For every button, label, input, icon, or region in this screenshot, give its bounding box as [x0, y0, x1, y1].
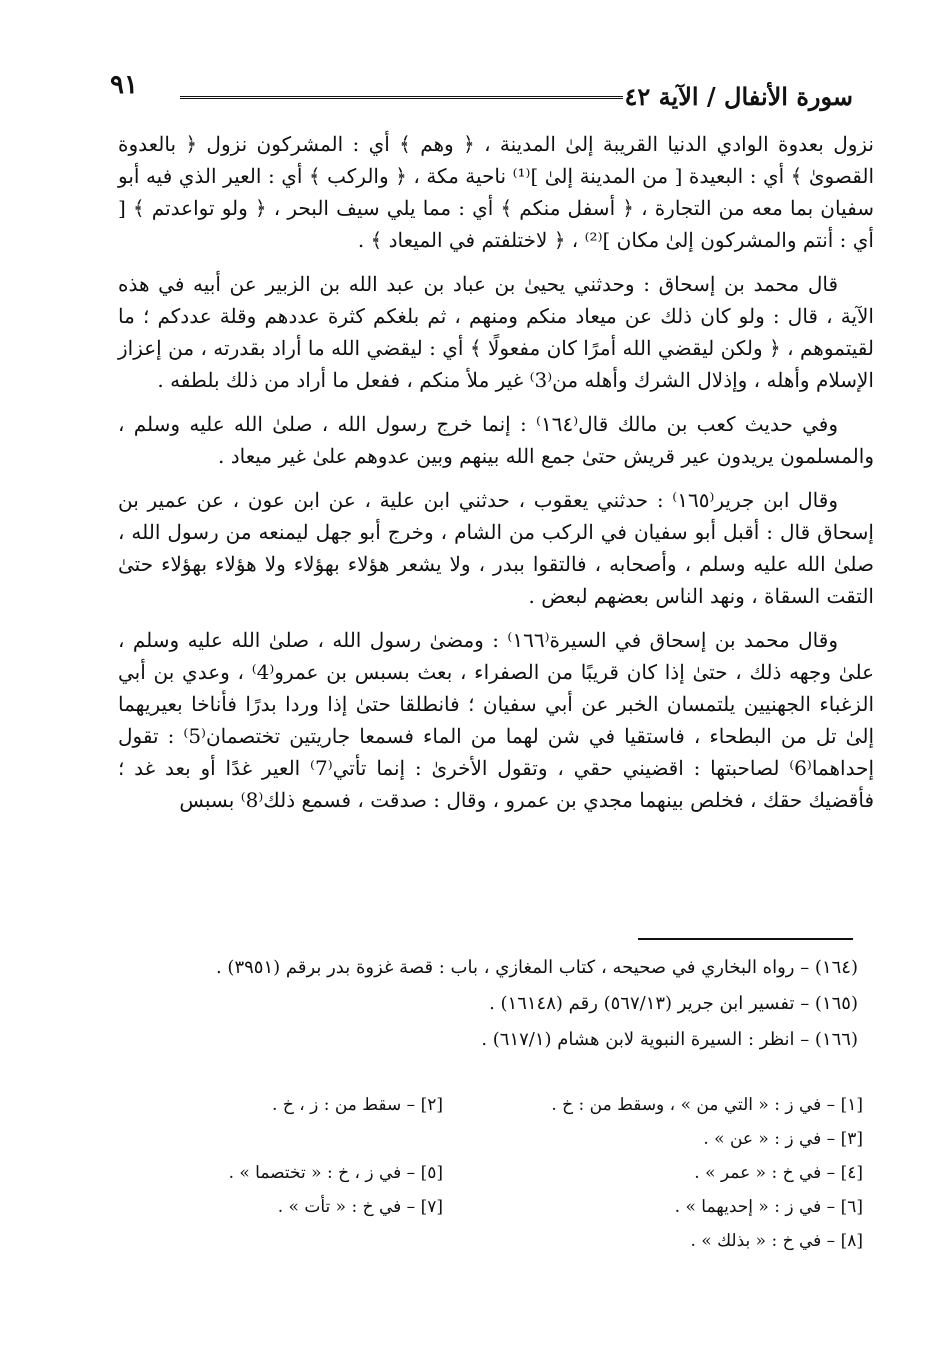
reference-166: (١٦٦) – انظر : السيرة النبوية لابن هشام (٦١٧/١) .: [481, 1029, 858, 1050]
reference-164: (١٦٤) – رواه البخاري في صحيحه ، كتاب المغازي ، باب : قصة غزوة بدر برقم (٣٩٥١) .: [215, 957, 858, 978]
paragraph-4: وقال ابن جرير⁽١٦٥⁾ : حدثني يعقوب ، حدثني ابن علية ، عن ابن عون ، عن عمير بن إسحاق قال : أقبل أبو سفيان في الركب من الشام ، وخرج أبو جهل ليمنعه من رسول الله ، صلىٰ الله عليه وسلم ، وأصحابه ، فالتقوا ببدر ، ولا يشعر هؤلاء بهؤلاء ولا هؤلاء بهؤلاء حتىٰ التقت السقاة ، ونهد الناس بعضهم لبعض .: [118, 488, 874, 608]
note-7: [٧] – في خ : « تأت » .: [277, 1197, 443, 1217]
page-number: ٩١: [110, 70, 138, 100]
note-1: [١] – في ز : « التي من » ، وسقط من : خ .: [551, 1095, 863, 1115]
note-row: [103, 1190, 863, 1224]
note-8: [٨] – في خ : « بذلك » .: [690, 1231, 863, 1251]
note-row: [103, 1088, 863, 1122]
surah-title: سورة الأنفال / الآية ٤٢: [624, 82, 853, 111]
note-3: [٣] – في ز : « عن » .: [703, 1129, 863, 1149]
variant-notes: [103, 1088, 863, 1258]
reference-footnotes: [98, 950, 858, 1058]
note-row: [103, 1224, 863, 1258]
footnote-separator: [638, 938, 853, 940]
note-4: [٤] – في خ : « عمر » .: [694, 1163, 863, 1183]
running-header: [110, 70, 853, 110]
note-row: [103, 1156, 863, 1190]
paragraph-2: قال محمد بن إسحاق : وحدثني يحيىٰ بن عباد بن عبد الله بن الزبير عن أبيه في هذه الآية ، قال : ولو كان ذلك عن ميعاد منكم ومنهم ، ثم بلغكم كثرة عددهم وقلة عددكم ؛ ما لقيتموهم ، ﴿ ولكن ليقضي الله أمرًا كان مفعولًا ﴾ أي : ليقضي الله ما أراد بقدرته ، من إعزاز الإسلام وأهله ، وإذلال الشرك وأهله من⁽3⁾ غير ملأ منكم ، ففعل ما أراد من ذلك بلطفه .: [118, 272, 874, 392]
paragraph-1: نزول بعدوة الوادي الدنيا القريبة إلىٰ المدينة ، ﴿ وهم ﴾ أي : المشركون نزول ﴿ بالعدوة القصوىٰ ﴾ أي : البعيدة [ من المدينة إلىٰ ]⁽¹⁾ ناحية مكة ، ﴿ والركب ﴾ أي : العير الذي فيه أبو سفيان بما معه من التجارة ، ﴿ أسفل منكم ﴾ أي : مما يلي سيف البحر ، ﴿ ولو تواعدتم ﴾ [ أي : أنتم والمشركون إلىٰ مكان ]⁽²⁾ ، ﴿ لاختلفتم في الميعاد ﴾ .: [118, 132, 875, 252]
note-5: [٥] – في ز ، خ : « تختصما » .: [228, 1163, 443, 1183]
paragraph-5: وقال محمد بن إسحاق في السيرة⁽١٦٦⁾ : ومضىٰ رسول الله ، صلىٰ الله عليه وسلم ، علىٰ وجهه ذلك ، حتىٰ إذا كان قريبًا من الصفراء ، بعث بسبس بن عمرو⁽4⁾ ، وعدي بن أبي الزغباء الجهنيين يلتمسان الخبر عن أبي سفيان ؛ فانطلقا حتىٰ إذا وردا بدرًا فأناخا بعيريهما إلىٰ تل من البطحاء ، فاستقيا في شن لهما من الماء فسمعا جاريتين تختصمان⁽5⁾ : تقول إحداهما⁽6⁾ لصاحبتها : اقضيني حقي ، وتقول الأخرىٰ : إنما تأتي⁽7⁾ العير غدًا أو بعد غد ؛ فأقضيك حقك ، فخلص بينهما مجدي بن عمرو ، وقال : صدقت ، فسمع ذلك⁽8⁾ بسبس: [118, 628, 875, 812]
note-6: [٦] – في ز : « إحديهما » .: [674, 1197, 863, 1217]
paragraph-3: وفي حديث كعب بن مالك قال⁽١٦٤⁾ : إنما خرج رسول الله ، صلىٰ الله عليه وسلم ، والمسلمون يريدون عير قريش حتىٰ جمع الله بينهم وبين عدوهم علىٰ غير ميعاد .: [118, 412, 874, 468]
note-row: [103, 1122, 863, 1156]
header-rule: [180, 96, 623, 99]
note-2: [٢] – سقط من : ز ، خ .: [272, 1095, 443, 1115]
reference-165: (١٦٥) – تفسير ابن جرير (٥٦٧/١٣) رقم (١٦١٤٨) .: [489, 993, 858, 1014]
tafsir-text: [118, 128, 874, 828]
